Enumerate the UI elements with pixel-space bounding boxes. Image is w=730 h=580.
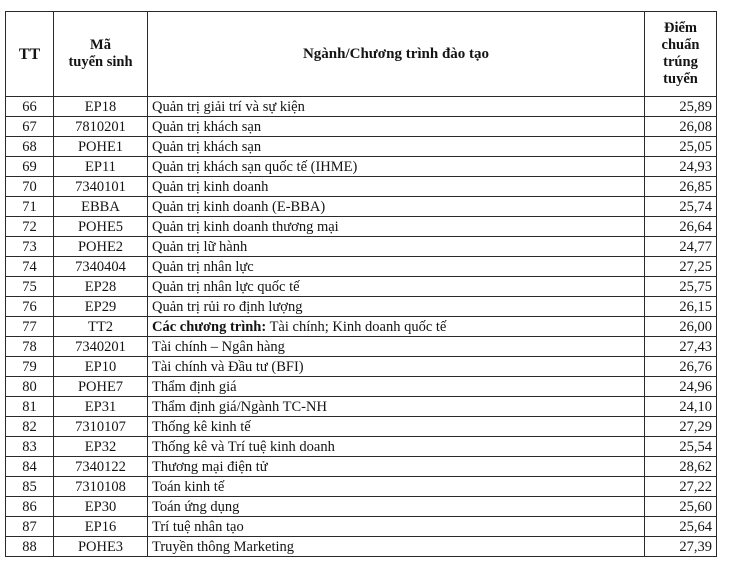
row-cutoff-score: 26,64 <box>645 217 717 237</box>
row-program-name: Truyền thông Marketing <box>148 537 645 557</box>
row-program-name: Quản trị giải trí và sự kiện <box>148 97 645 117</box>
table-row <box>6 317 717 337</box>
row-admission-code: POHE2 <box>54 237 148 257</box>
header-program: Ngành/Chương trình đào tạo <box>148 12 645 97</box>
row-cutoff-score: 25,89 <box>645 97 717 117</box>
row-program-name: Quản trị nhân lực <box>148 257 645 277</box>
row-cutoff-score: 25,60 <box>645 497 717 517</box>
header-code-line1: Mã <box>90 37 111 53</box>
row-tt: 88 <box>6 537 54 557</box>
row-cutoff-score: 27,22 <box>645 477 717 497</box>
row-tt: 86 <box>6 497 54 517</box>
row-program-name-bold: Các chương trình: <box>152 318 267 335</box>
row-program-name: Tài chính – Ngân hàng <box>148 337 645 357</box>
row-program-name: Quản trị kinh doanh (E-BBA) <box>148 197 645 217</box>
row-admission-code: EP11 <box>54 157 148 177</box>
row-cutoff-score: 24,77 <box>645 237 717 257</box>
row-admission-code: EP18 <box>54 97 148 117</box>
table-row <box>6 377 717 397</box>
header-score-line2: chuẩn <box>661 37 700 53</box>
row-tt: 69 <box>6 157 54 177</box>
table-row <box>6 397 717 417</box>
header-score-line3: trúng <box>663 54 698 70</box>
row-admission-code: TT2 <box>54 317 148 337</box>
row-cutoff-score: 27,25 <box>645 257 717 277</box>
row-program-name: Quản trị khách sạn <box>148 137 645 157</box>
row-program-name: Toán kinh tế <box>148 477 645 497</box>
table-row <box>6 117 717 137</box>
row-tt: 81 <box>6 397 54 417</box>
table-row <box>6 457 717 477</box>
row-tt: 67 <box>6 117 54 137</box>
row-program-name: Quản trị nhân lực quốc tế <box>148 277 645 297</box>
row-cutoff-score: 25,05 <box>645 137 717 157</box>
row-admission-code: EP10 <box>54 357 148 377</box>
row-tt: 76 <box>6 297 54 317</box>
row-program-name: Thẩm định giá <box>148 377 645 397</box>
row-admission-code: POHE7 <box>54 377 148 397</box>
table-row <box>6 217 717 237</box>
table-row <box>6 257 717 277</box>
row-tt: 74 <box>6 257 54 277</box>
row-cutoff-score: 25,75 <box>645 277 717 297</box>
table-row <box>6 97 717 117</box>
row-program-name: Thống kê và Trí tuệ kinh doanh <box>148 437 645 457</box>
row-tt: 82 <box>6 417 54 437</box>
table-row <box>6 437 717 457</box>
admission-score-table <box>5 11 717 557</box>
table-row <box>6 277 717 297</box>
row-admission-code: 7310108 <box>54 477 148 497</box>
table-row <box>6 337 717 357</box>
header-code-line2: tuyển sinh <box>68 54 133 70</box>
table-row <box>6 197 717 217</box>
row-cutoff-score: 28,62 <box>645 457 717 477</box>
row-admission-code: EP28 <box>54 277 148 297</box>
row-program-name: Thẩm định giá/Ngành TC-NH <box>148 397 645 417</box>
row-admission-code: EP31 <box>54 397 148 417</box>
row-admission-code: EP16 <box>54 517 148 537</box>
row-program-name: Quản trị kinh doanh thương mại <box>148 217 645 237</box>
row-tt: 80 <box>6 377 54 397</box>
row-admission-code: 7340404 <box>54 257 148 277</box>
table-row <box>6 417 717 437</box>
table-row <box>6 497 717 517</box>
row-tt: 84 <box>6 457 54 477</box>
row-tt: 66 <box>6 97 54 117</box>
header-tt: TT <box>6 12 54 97</box>
row-tt: 79 <box>6 357 54 377</box>
row-tt: 75 <box>6 277 54 297</box>
row-cutoff-score: 27,39 <box>645 537 717 557</box>
table-row <box>6 517 717 537</box>
row-admission-code: EP30 <box>54 497 148 517</box>
table-row <box>6 537 717 557</box>
row-cutoff-score: 25,64 <box>645 517 717 537</box>
row-cutoff-score: 26,08 <box>645 117 717 137</box>
row-cutoff-score: 24,93 <box>645 157 717 177</box>
row-tt: 70 <box>6 177 54 197</box>
header-row <box>6 12 717 97</box>
row-program-name: Toán ứng dụng <box>148 497 645 517</box>
row-tt: 87 <box>6 517 54 537</box>
row-cutoff-score: 25,54 <box>645 437 717 457</box>
row-cutoff-score: 26,00 <box>645 317 717 337</box>
row-tt: 68 <box>6 137 54 157</box>
row-program-name-rest: Tài chính; Kinh doanh quốc tế <box>266 318 447 335</box>
header-admission-code <box>54 12 148 97</box>
row-tt: 85 <box>6 477 54 497</box>
row-tt: 71 <box>6 197 54 217</box>
row-admission-code: POHE3 <box>54 537 148 557</box>
row-program-name: Quản trị khách sạn <box>148 117 645 137</box>
row-cutoff-score: 26,15 <box>645 297 717 317</box>
row-tt: 72 <box>6 217 54 237</box>
row-admission-code: EP29 <box>54 297 148 317</box>
header-score <box>645 12 717 97</box>
row-admission-code: EBBA <box>54 197 148 217</box>
row-program-name: Quản trị rủi ro định lượng <box>148 297 645 317</box>
table-row <box>6 177 717 197</box>
table-row <box>6 357 717 377</box>
table-header <box>6 12 717 97</box>
table-row <box>6 477 717 497</box>
row-cutoff-score: 26,85 <box>645 177 717 197</box>
row-program-name: Thống kê kinh tế <box>148 417 645 437</box>
row-admission-code: 7810201 <box>54 117 148 137</box>
table-row <box>6 137 717 157</box>
row-cutoff-score: 27,43 <box>645 337 717 357</box>
row-tt: 73 <box>6 237 54 257</box>
row-admission-code: POHE1 <box>54 137 148 157</box>
header-score-line1: Điểm <box>663 20 697 36</box>
row-cutoff-score: 24,96 <box>645 377 717 397</box>
header-score-line4: tuyển <box>663 71 698 87</box>
row-program-name: Thương mại điện tử <box>148 457 645 477</box>
row-admission-code: 7340101 <box>54 177 148 197</box>
row-admission-code: 7340122 <box>54 457 148 477</box>
row-program-name: Quản trị kinh doanh <box>148 177 645 197</box>
table-row <box>6 157 717 177</box>
row-tt: 78 <box>6 337 54 357</box>
row-cutoff-score: 26,76 <box>645 357 717 377</box>
row-program-name: Quản trị lữ hành <box>148 237 645 257</box>
row-tt: 83 <box>6 437 54 457</box>
row-program-name <box>148 317 645 337</box>
table-row <box>6 297 717 317</box>
row-program-name: Quản trị khách sạn quốc tế (IHME) <box>148 157 645 177</box>
row-cutoff-score: 25,74 <box>645 197 717 217</box>
row-cutoff-score: 24,10 <box>645 397 717 417</box>
row-admission-code: 7340201 <box>54 337 148 357</box>
row-admission-code: 7310107 <box>54 417 148 437</box>
table-row <box>6 237 717 257</box>
row-tt: 77 <box>6 317 54 337</box>
row-admission-code: EP32 <box>54 437 148 457</box>
row-program-name: Trí tuệ nhân tạo <box>148 517 645 537</box>
row-cutoff-score: 27,29 <box>645 417 717 437</box>
row-program-name: Tài chính và Đầu tư (BFI) <box>148 357 645 377</box>
row-admission-code: POHE5 <box>54 217 148 237</box>
table-body <box>6 97 717 557</box>
